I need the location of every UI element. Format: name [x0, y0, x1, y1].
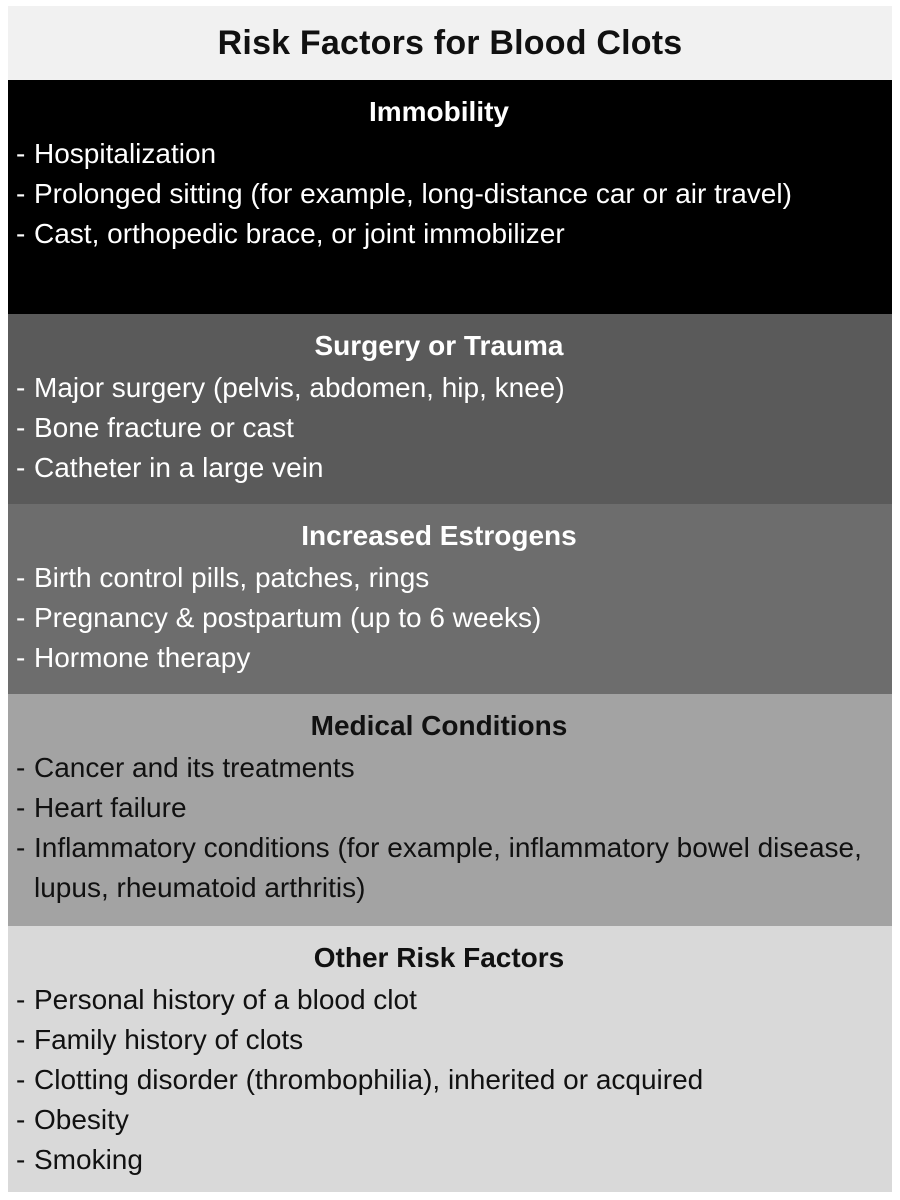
page-title: Risk Factors for Blood Clots [217, 23, 683, 62]
list-item: - Smoking [16, 1140, 862, 1180]
section-surgery-or-trauma [8, 314, 892, 504]
list-item: - Obesity [16, 1100, 862, 1140]
section-heading: Medical Conditions [310, 710, 568, 741]
title-bar [8, 6, 892, 80]
list-item: - Major surgery (pelvis, abdomen, hip, knee) [16, 368, 862, 408]
list-item: - Prolonged sitting (for example, long-distance car or air travel) [16, 174, 862, 214]
section-list [16, 558, 862, 678]
list-item: - Personal history of a blood clot [16, 980, 862, 1020]
risk-factors-table [8, 6, 892, 1192]
list-item: - Bone fracture or cast [16, 408, 862, 448]
section-heading: Immobility [368, 96, 509, 127]
section-increased-estrogens [8, 504, 892, 694]
section-heading: Surgery or Trauma [314, 330, 564, 361]
list-item: - Birth control pills, patches, rings [16, 558, 862, 598]
list-item: - Hospitalization [16, 134, 862, 174]
list-item: - Hormone therapy [16, 638, 862, 678]
list-item: - Cast, orthopedic brace, or joint immobilizer [16, 214, 862, 254]
section-other-risk-factors [8, 926, 892, 1192]
list-item: - Heart failure [16, 788, 862, 828]
list-item: - Catheter in a large vein [16, 448, 862, 488]
section-heading: Increased Estrogens [301, 520, 577, 551]
section-list [16, 980, 862, 1180]
section-heading: Other Risk Factors [313, 942, 565, 973]
list-item: - Clotting disorder (thrombophilia), inherited or acquired [16, 1060, 862, 1100]
section-list [16, 748, 862, 908]
list-item: - Family history of clots [16, 1020, 862, 1060]
list-item: - Cancer and its treatments [16, 748, 862, 788]
section-medical-conditions [8, 694, 892, 926]
section-list [16, 368, 862, 488]
list-item: - Pregnancy & postpartum (up to 6 weeks) [16, 598, 862, 638]
section-list [16, 134, 862, 254]
list-item: - Inflammatory conditions (for example, inflammatory bowel disease, lupus, rheumatoid arthritis) [16, 828, 862, 908]
section-immobility [8, 80, 892, 314]
